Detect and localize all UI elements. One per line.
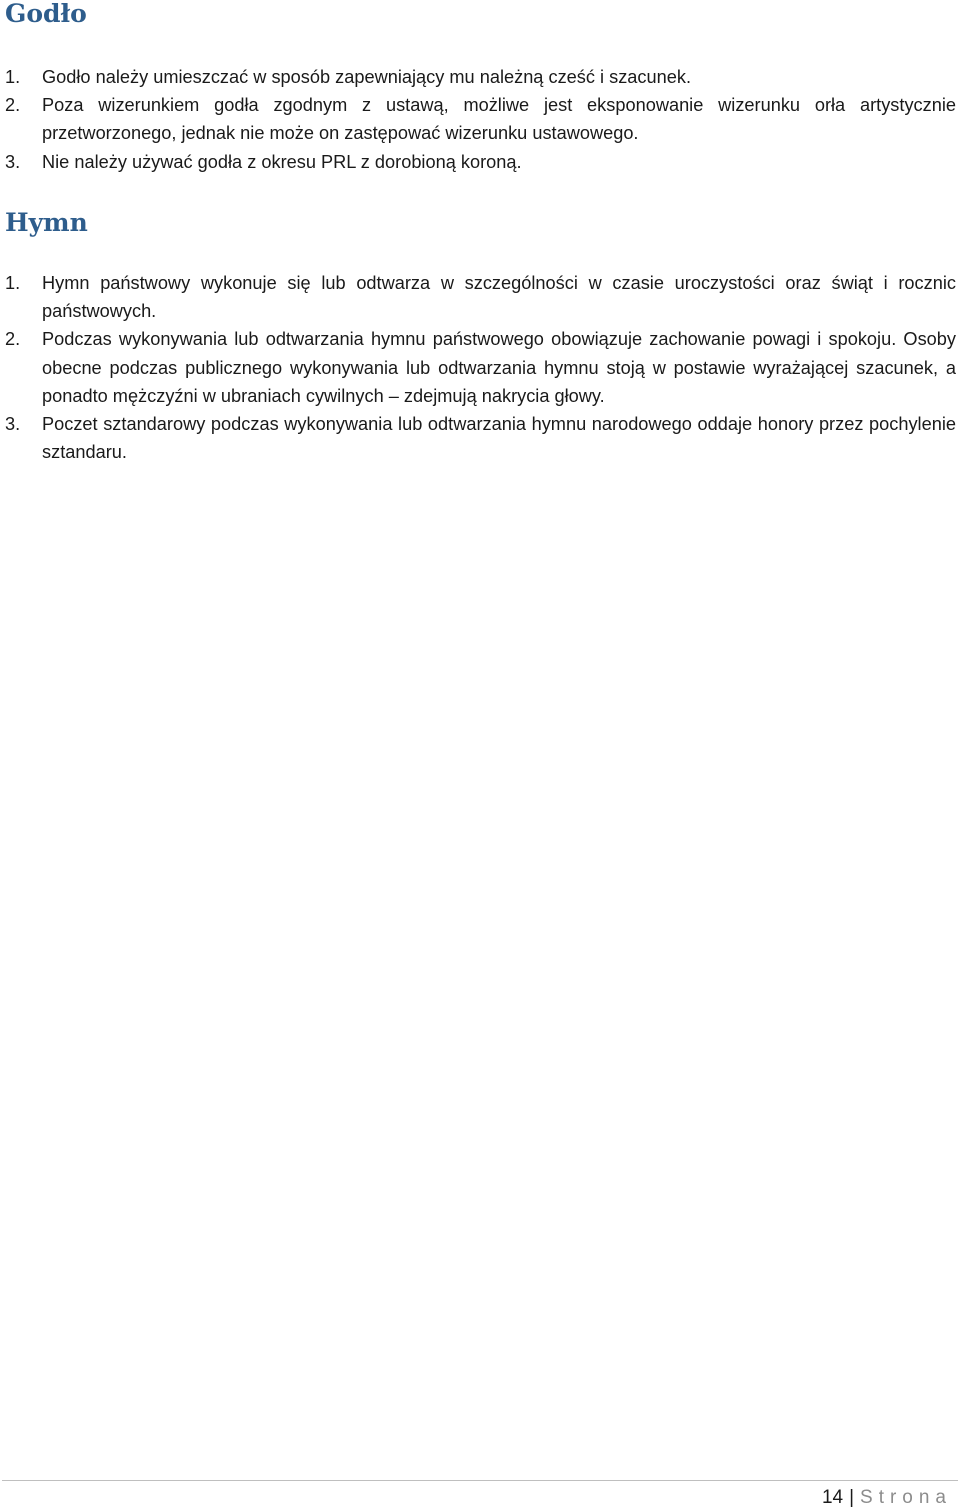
list-item [5, 91, 956, 147]
page-label: Strona [860, 1487, 952, 1508]
list-item-number: 1. [5, 67, 21, 87]
list-item-text: Poza wizerunkiem godła zgodnym z ustawą, możliwe jest eksponowanie wizerunku orła artystycznie przetworzonego, jednak nie może on zastępować wizerunku ustawowego. [42, 95, 956, 144]
section-heading-hymn: Hymn [5, 208, 88, 237]
footer-divider [2, 1480, 958, 1481]
list-item-text: Podczas wykonywania lub odtwarzania hymnu państwowego obowiązuje zachowanie powagi i spokoju. Osoby obecne podczas publicznego wykonywania lub odtwarzania hymnu stoją w postawie wyrażającej szacunek, a ponadto mężczyźni w ubraniach cywilnych – zdejmują nakrycia głowy. [42, 329, 956, 406]
list-item [5, 325, 956, 410]
list-item-text: Poczet sztandarowy podczas wykonywania lub odtwarzania hymnu narodowego oddaje honory przez pochylenie sztandaru. [42, 414, 956, 463]
hymn-rules-list [5, 269, 956, 466]
footer-separator: | [849, 1487, 855, 1508]
list-item [5, 63, 956, 91]
section-heading-godlo: Godło [5, 0, 87, 28]
list-item-number: 1. [5, 273, 21, 293]
list-item-text: Hymn państwowy wykonuje się lub odtwarza w szczególności w czasie uroczystości oraz świąt i rocznic państwowych. [42, 273, 956, 322]
godlo-rules-list [5, 63, 956, 176]
list-item [5, 269, 956, 325]
list-item [5, 410, 956, 466]
list-item-number: 2. [5, 95, 21, 116]
page-footer [822, 1485, 952, 1511]
page-number: 14 [821, 1487, 844, 1508]
list-item-number: 3. [5, 414, 21, 435]
list-item-number: 3. [5, 151, 21, 172]
list-item-text: Godło należy umieszczać w sposób zapewniający mu należną cześć i szacunek. [42, 67, 692, 87]
list-item [5, 148, 956, 176]
list-item-number: 2. [5, 329, 21, 350]
list-item-text: Nie należy używać godła z okresu PRL z dorobioną koroną. [42, 151, 522, 172]
